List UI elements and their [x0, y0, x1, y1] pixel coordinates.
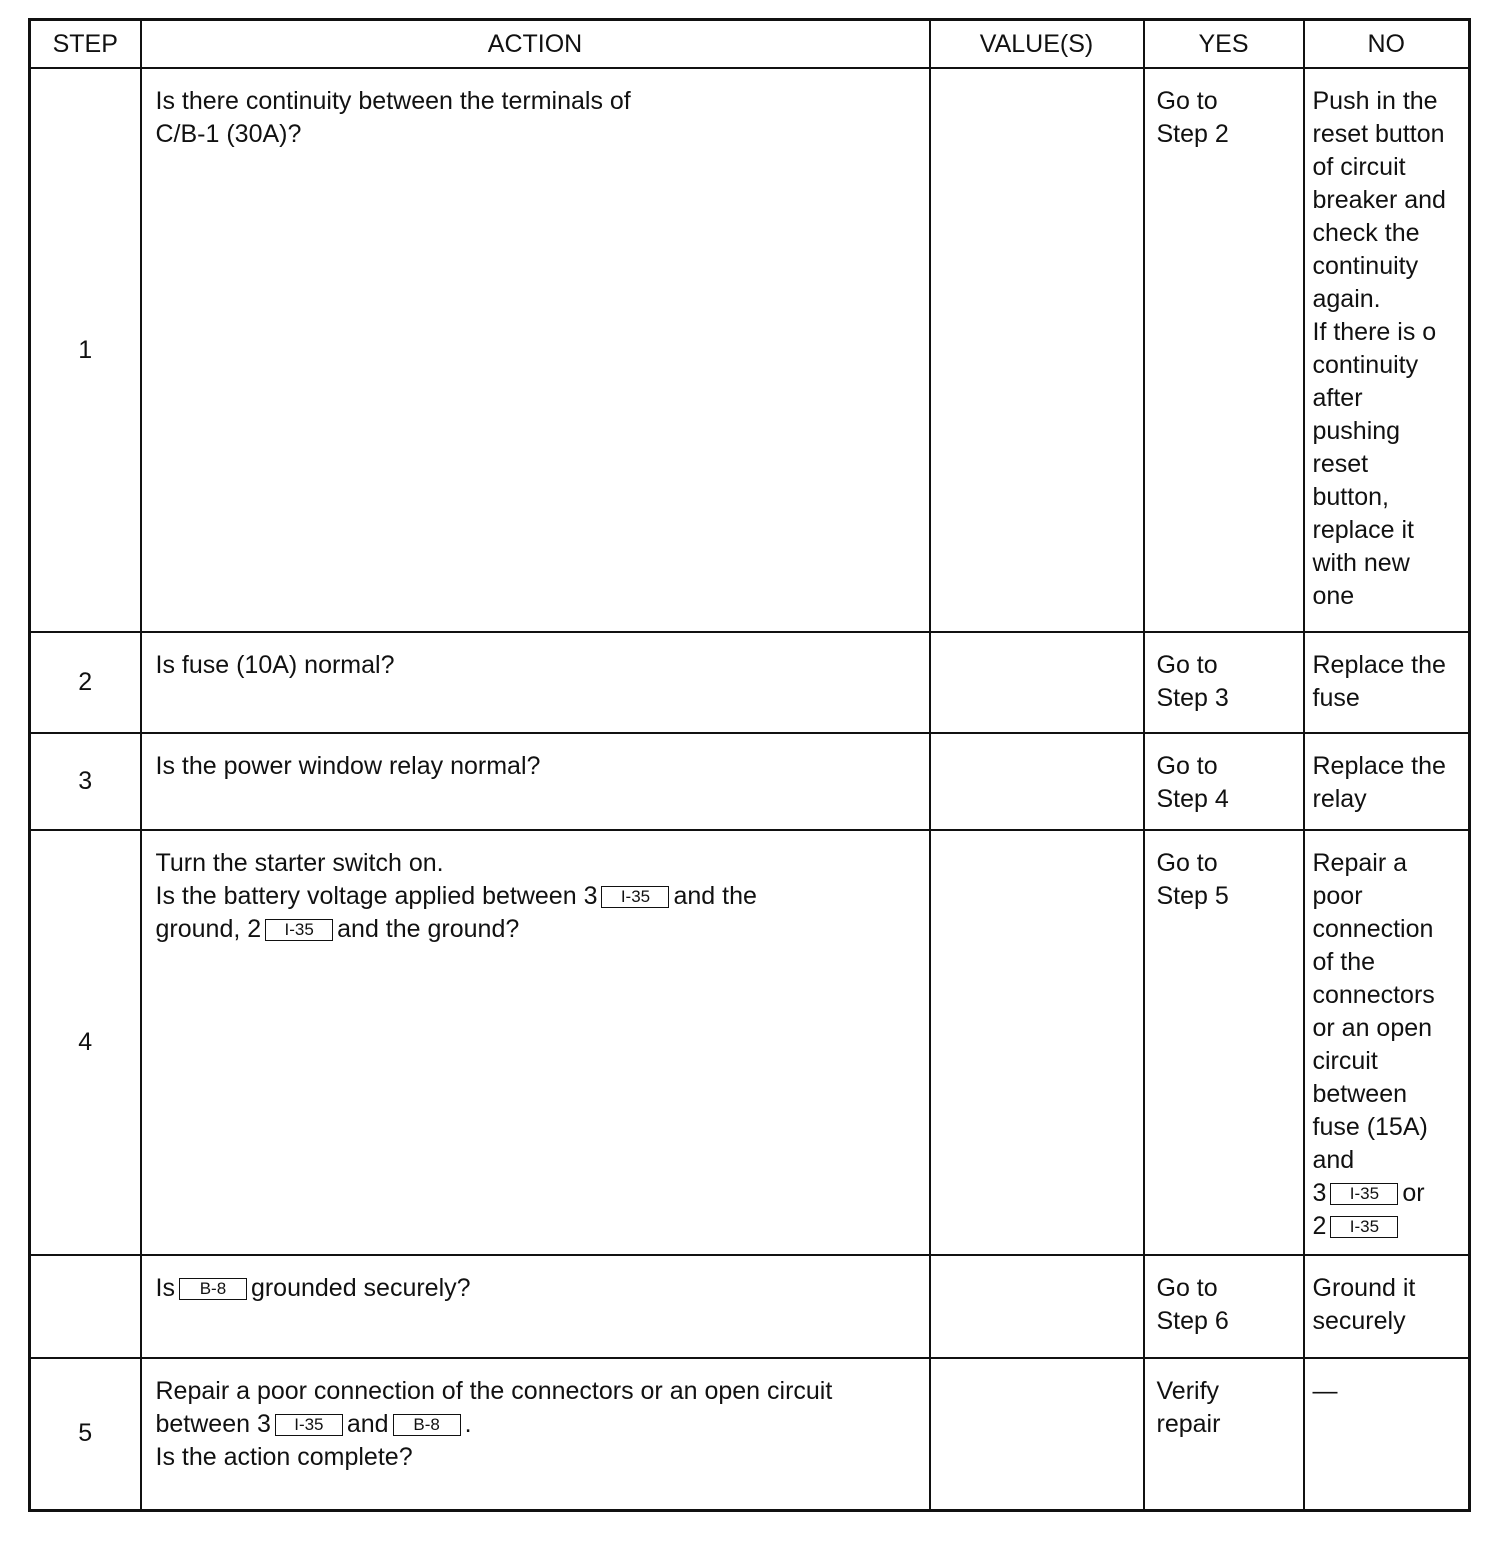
- header-yes: YES: [1144, 20, 1304, 69]
- no-text: Ground it: [1312, 1274, 1416, 1302]
- yes-text: Go to: [1156, 87, 1218, 115]
- values-cell: [930, 632, 1144, 733]
- yes-text: Go to: [1156, 1274, 1218, 1302]
- action-text-line: [156, 913, 915, 946]
- no-text: replace it: [1312, 516, 1414, 544]
- step-cell: 4: [30, 830, 141, 1255]
- no-text: and: [1312, 1146, 1355, 1174]
- no-cell: [1304, 68, 1470, 632]
- connector-label: B-8: [179, 1278, 247, 1300]
- yes-cell: [1144, 632, 1304, 733]
- yes-text: Step 2: [1156, 120, 1229, 148]
- action-text: Is fuse (10A) normal?: [155, 651, 395, 679]
- no-text: pushing: [1312, 417, 1401, 445]
- yes-text: Step 3: [1156, 684, 1229, 712]
- step-cell: [30, 1255, 141, 1358]
- no-text: Replace the: [1312, 651, 1446, 679]
- yes-text: Go to: [1156, 849, 1218, 877]
- action-cell: [141, 1358, 930, 1510]
- action-cell: [141, 1255, 930, 1358]
- yes-text: Go to: [1156, 651, 1218, 679]
- yes-cell: [1144, 68, 1304, 632]
- no-text: continuity: [1312, 351, 1419, 379]
- yes-cell: [1144, 1255, 1304, 1358]
- table-row: [30, 733, 1470, 830]
- no-text: reset: [1312, 450, 1369, 478]
- yes-text: Step 5: [1156, 882, 1229, 910]
- action-text: Turn the starter switch on.: [155, 849, 444, 877]
- no-cell: [1304, 733, 1470, 830]
- values-cell: [930, 1255, 1144, 1358]
- action-text: Is the action complete?: [155, 1443, 413, 1471]
- no-text: circuit: [1312, 1047, 1378, 1075]
- no-cell: [1304, 830, 1470, 1255]
- no-text: one: [1312, 582, 1355, 610]
- action-cell: [141, 830, 930, 1255]
- action-text: C/B-1 (30A)?: [155, 120, 302, 148]
- table-row: [30, 632, 1470, 733]
- action-text: and: [346, 1410, 389, 1438]
- no-text: between: [1312, 1080, 1408, 1108]
- action-text: Repair a poor connection of the connectors or an open circuit: [155, 1377, 833, 1405]
- no-text: or an open: [1312, 1014, 1433, 1042]
- connector-label: I-35: [1330, 1183, 1398, 1205]
- yes-text: repair: [1156, 1410, 1221, 1438]
- action-text: Is the battery voltage applied between 3: [155, 882, 598, 910]
- action-text: grounded securely?: [250, 1274, 471, 1302]
- no-text: relay: [1312, 785, 1367, 813]
- action-text-line: [156, 1408, 915, 1441]
- table-row: [30, 830, 1470, 1255]
- no-text: 3: [1312, 1179, 1327, 1207]
- connector-label: I-35: [601, 886, 669, 908]
- step-cell: 5: [30, 1358, 141, 1510]
- action-text: Is: [155, 1274, 175, 1302]
- header-no: NO: [1304, 20, 1470, 69]
- connector-label: B-8: [393, 1414, 461, 1436]
- action-cell: [141, 632, 930, 733]
- step-cell: 1: [30, 68, 141, 632]
- yes-text: Verify: [1156, 1377, 1220, 1405]
- action-cell: [141, 68, 930, 632]
- no-text: Replace the: [1312, 752, 1446, 780]
- no-text-line: [1313, 1210, 1463, 1243]
- no-text: button,: [1312, 483, 1389, 511]
- no-text: breaker and: [1312, 186, 1446, 214]
- no-text: fuse (15A): [1312, 1113, 1428, 1141]
- yes-cell: [1144, 1358, 1304, 1510]
- diagnostic-table-sheet: [28, 18, 1468, 1510]
- no-text: Push in the: [1312, 87, 1438, 115]
- table-row: [30, 1255, 1470, 1358]
- no-cell: [1304, 1358, 1470, 1510]
- values-cell: [930, 830, 1144, 1255]
- action-text: ground, 2: [155, 915, 262, 943]
- action-text: Is there continuity between the terminals of: [155, 87, 631, 115]
- no-text: with new: [1312, 549, 1410, 577]
- header-step: STEP: [30, 20, 141, 69]
- connector-label: I-35: [275, 1414, 343, 1436]
- table-row: [30, 68, 1470, 632]
- table-row: [30, 1358, 1470, 1510]
- step-cell: 2: [30, 632, 141, 733]
- no-text: reset button: [1312, 120, 1445, 148]
- troubleshooting-table: [28, 18, 1471, 1512]
- no-text-line: [1313, 1177, 1463, 1210]
- header-action: ACTION: [141, 20, 930, 69]
- values-cell: [930, 68, 1144, 632]
- no-text: again.: [1312, 285, 1381, 313]
- action-text-line: [156, 1272, 915, 1305]
- no-text: after: [1312, 384, 1363, 412]
- action-text: .: [464, 1410, 472, 1438]
- no-text: poor: [1312, 882, 1363, 910]
- no-text: of the: [1312, 948, 1376, 976]
- yes-text: Step 6: [1156, 1307, 1229, 1335]
- no-text: If there is o: [1312, 318, 1437, 346]
- no-text: 2: [1312, 1212, 1327, 1240]
- no-text: —: [1312, 1377, 1338, 1405]
- action-text: Is the power window relay normal?: [155, 752, 541, 780]
- yes-cell: [1144, 733, 1304, 830]
- action-text: and the: [673, 882, 757, 910]
- action-text-line: [156, 880, 915, 913]
- values-cell: [930, 1358, 1144, 1510]
- header-values: VALUE(S): [930, 20, 1144, 69]
- header-row: [30, 20, 1470, 69]
- yes-text: Go to: [1156, 752, 1218, 780]
- no-cell: [1304, 632, 1470, 733]
- values-cell: [930, 733, 1144, 830]
- yes-cell: [1144, 830, 1304, 1255]
- connector-label: I-35: [1330, 1216, 1398, 1238]
- yes-text: Step 4: [1156, 785, 1229, 813]
- no-text: fuse: [1312, 684, 1360, 712]
- no-text: check the: [1312, 219, 1420, 247]
- no-text: or: [1402, 1179, 1425, 1207]
- action-cell: [141, 733, 930, 830]
- no-text: connection: [1312, 915, 1434, 943]
- connector-label: I-35: [265, 919, 333, 941]
- no-text: Repair a: [1312, 849, 1407, 877]
- no-cell: [1304, 1255, 1470, 1358]
- action-text: between 3: [155, 1410, 271, 1438]
- no-text: of circuit: [1312, 153, 1406, 181]
- no-text: connectors: [1312, 981, 1435, 1009]
- action-text: and the ground?: [337, 915, 520, 943]
- no-text: continuity: [1312, 252, 1419, 280]
- step-cell: 3: [30, 733, 141, 830]
- no-text: securely: [1312, 1307, 1406, 1335]
